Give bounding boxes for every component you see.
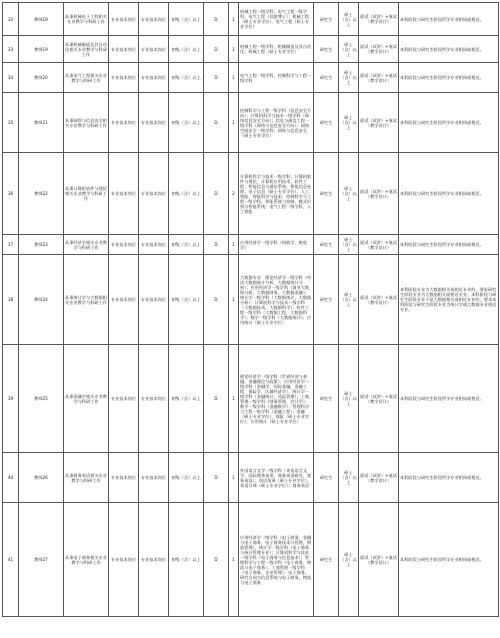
row-number-cell: 36: [3, 153, 19, 235]
remarks-cell: 本科阶段与研究生阶段所学专业相同或相近。: [399, 36, 499, 63]
hire-count-cell: 1: [229, 453, 239, 503]
major-requirement-cell: 计算机科学与技术一级学科；计算机软件与理论，计算机应用技术，软件工程；智能信息与通信系统，智能信息处理；电子信息（硕士专业学位）；人工智能，智能科学与技术；控制科学与工程一级学科，智能系统与控制，模式识别与智能系统；电气工程一级学科，人工智能: [239, 153, 314, 235]
degree-cell: 硕士（含）以上: [339, 453, 359, 503]
exam-method-cell: 面试（试讲）+笔试（教学设计）: [359, 503, 399, 617]
recruitment-table: [2, 2, 499, 617]
row-number-cell: 40: [3, 453, 19, 503]
hire-count-cell: 1: [229, 235, 239, 255]
post-code-cell: 教师24: [19, 255, 64, 345]
education-cell: 研究生: [314, 235, 339, 255]
exam-method-cell: 面试（试讲）+笔试（教学设计）: [359, 3, 399, 36]
major-requirement-cell: 应用经济学一级学科（财政学，税收学）: [239, 235, 314, 255]
post-description-cell: 从事机械电子工程相关专业教学与科研工作: [64, 3, 109, 36]
post-type-cell: D: [204, 93, 229, 153]
table-row: [3, 235, 499, 255]
post-category-cell: 专业技术岗位: [109, 255, 139, 345]
remarks-cell: 本科阶段专业为大数据相关或相近专业的，要求研究生阶段专业为大数据相关或相近专业；本科阶段与研究生阶段专业不是大数据相关或相近专业的，要求本科阶段与研究生阶段专业为统计学或大数据专业相近专业。: [399, 255, 499, 345]
education-cell: 研究生: [314, 453, 339, 503]
exam-method-cell: 面试（试讲）+笔试（教学设计）: [359, 36, 399, 63]
remarks-cell: 本科阶段与研究生阶段所学专业相同或相近。: [399, 153, 499, 235]
post-level-cell: 专业技术岗位: [139, 3, 169, 36]
major-requirement-cell: 控制科学与工程一级学科（信息安全方向）；计算机科学与技术一级学科（网络信息安全方向）；信息与通信工程一级学科（网络与信息安全方向）；网络空间安全一级学科；网络与信息安全（硕士专业学位）: [239, 93, 314, 153]
table-body: [3, 3, 499, 617]
hire-count-cell: 1: [229, 36, 239, 63]
post-description-cell: 从事商务英语相关专业教学与科研工作: [64, 453, 109, 503]
education-cell: 研究生: [314, 36, 339, 63]
post-code-cell: 教师23: [19, 235, 64, 255]
major-requirement-cell: 电气工程一级学科，控制科学与工程一级学科: [239, 63, 314, 93]
exam-method-cell: 面试（试讲）+笔试（教学设计）: [359, 153, 399, 235]
post-level-cell: 专业技术岗位: [139, 503, 169, 617]
table-row: [3, 36, 499, 63]
post-category-cell: 专业技术岗位: [109, 345, 139, 453]
title-requirement-cell: 初级（含）以上: [169, 345, 204, 453]
title-requirement-cell: 初级（含）以上: [169, 3, 204, 36]
post-description-cell: 从事机械制造及其自动化相关专业教学与科研工作: [64, 36, 109, 63]
row-number-cell: 33: [3, 36, 19, 63]
post-description-cell: 从事网络与信息安全相关专业教学与科研工作: [64, 93, 109, 153]
major-requirement-cell: 应用经济学一级学科（电子商务，金融与电子商务，电子商务技术与管理，物流管理），统计学一级学科（电子商务与统计管理专业）；计算机科学与技术一级学科（电子商务与信息技术）；管理科学与工程一级学科（电子商务，物流与电子商务）；工商管理一级学科（电子商务，企业管理）；电子商务，研究方向为信息系统与电子商务，物流与电子商务: [239, 503, 314, 617]
post-code-cell: 教师21: [19, 93, 64, 153]
education-cell: 研究生: [314, 255, 339, 345]
recruitment-table-page: [2, 2, 498, 636]
post-type-cell: D: [204, 36, 229, 63]
post-level-cell: 专业技术岗位: [139, 36, 169, 63]
post-level-cell: 专业技术岗位: [139, 153, 169, 235]
degree-cell: 硕士（含）以上: [339, 255, 359, 345]
row-number-cell: 41: [3, 503, 19, 617]
education-cell: 研究生: [314, 503, 339, 617]
row-number-cell: 34: [3, 63, 19, 93]
table-row: [3, 255, 499, 345]
degree-cell: 硕士（含）以上: [339, 235, 359, 255]
remarks-cell: 本科阶段与研究生阶段所学专业相同或相近。: [399, 503, 499, 617]
exam-method-cell: 面试（试讲）+笔试（教学设计）: [359, 345, 399, 453]
major-requirement-cell: 大数据专业：理论经济学一级学科（经济大数据统计分析，大数据统计分析）；应用经济学一级学科（商业大数据分析，大数据财务，大数据金融）；统计学一级学科（大数据统计，大数据分析）；计算机科学与技术一级学科（大数据技术，大数据科学）；软件工程一级学科（大数据工程，大数据科学）；数学一级学科（大数据统计）；应用统计（硕士专业学位）: [239, 255, 314, 345]
remarks-cell: 本科阶段与研究生阶段所学专业相同或相近。: [399, 345, 499, 453]
post-type-cell: D: [204, 345, 229, 453]
exam-method-cell: 面试（试讲）+笔试（教学设计）: [359, 255, 399, 345]
row-number-cell: 37: [3, 235, 19, 255]
post-code-cell: 教师22: [19, 153, 64, 235]
table-row: [3, 63, 499, 93]
exam-method-cell: 面试（试讲）+笔试（教学设计）: [359, 63, 399, 93]
exam-method-cell: 面试（试讲）+笔试（教学设计）: [359, 235, 399, 255]
remarks-cell: 本科阶段与研究生阶段所学专业相同或相近。: [399, 93, 499, 153]
post-code-cell: 教师26: [19, 453, 64, 503]
post-code-cell: 教师25: [19, 345, 64, 453]
title-requirement-cell: 初级（含）以上: [169, 503, 204, 617]
degree-cell: 硕士（含）以上: [339, 63, 359, 93]
remarks-cell: 本科阶段与研究生阶段所学专业相同或相近。: [399, 3, 499, 36]
remarks-cell: 本科阶段与研究生阶段所学专业相同或相近。: [399, 63, 499, 93]
post-category-cell: 专业技术岗位: [109, 453, 139, 503]
title-requirement-cell: 初级（含）以上: [169, 235, 204, 255]
post-category-cell: 专业技术岗位: [109, 235, 139, 255]
post-category-cell: 专业技术岗位: [109, 93, 139, 153]
education-cell: 研究生: [314, 93, 339, 153]
degree-cell: 硕士（含）以上: [339, 345, 359, 453]
row-number-cell: 32: [3, 3, 19, 36]
post-category-cell: 专业技术岗位: [109, 503, 139, 617]
post-type-cell: D: [204, 3, 229, 36]
hire-count-cell: 2: [229, 153, 239, 235]
post-code-cell: 教师19: [19, 36, 64, 63]
title-requirement-cell: 初级（含）以上: [169, 153, 204, 235]
post-category-cell: 专业技术岗位: [109, 3, 139, 36]
degree-cell: 硕士（含）以上: [339, 36, 359, 63]
post-type-cell: D: [204, 153, 229, 235]
post-description-cell: 从事经济学相关专业教学与科研工作: [64, 235, 109, 255]
degree-cell: 硕士（含）以上: [339, 153, 359, 235]
post-level-cell: 专业技术岗位: [139, 453, 169, 503]
hire-count-cell: 1: [229, 63, 239, 93]
education-cell: 研究生: [314, 345, 339, 453]
education-cell: 研究生: [314, 63, 339, 93]
row-number-cell: 38: [3, 255, 19, 345]
major-requirement-cell: 机械工程一级学科，机械制造及其自动化；机械工程（硕士专业学位）: [239, 36, 314, 63]
degree-cell: 硕士（含）以上: [339, 93, 359, 153]
exam-method-cell: 面试（试讲）+笔试（教学设计）: [359, 93, 399, 153]
post-type-cell: D: [204, 503, 229, 617]
remarks-cell: 本科阶段与研究生阶段所学专业相同或相近。: [399, 453, 499, 503]
title-requirement-cell: 初级（含）以上: [169, 36, 204, 63]
hire-count-cell: 1: [229, 3, 239, 36]
post-level-cell: 专业技术岗位: [139, 63, 169, 93]
table-row: [3, 153, 499, 235]
row-number-cell: 35: [3, 93, 19, 153]
major-requirement-cell: 外国语言文学一级学科（英语语言文学，国际商务英语，商务英语研究，商务英语）；英语笔译（硕士专业学位），英语口译（硕士专业学位）；商务英语: [239, 453, 314, 503]
post-level-cell: 专业技术岗位: [139, 345, 169, 453]
post-level-cell: 专业技术岗位: [139, 255, 169, 345]
post-description-cell: 从事统计学与大数据相关专业教学与科研工作: [64, 255, 109, 345]
hire-count-cell: 1: [229, 255, 239, 345]
degree-cell: 硕士（含）以上: [339, 503, 359, 617]
hire-count-cell: 1: [229, 503, 239, 617]
post-type-cell: D: [204, 255, 229, 345]
post-description-cell: 从事电气工程相关专业教学与科研工作: [64, 63, 109, 93]
hire-count-cell: 1: [229, 345, 239, 453]
post-type-cell: D: [204, 63, 229, 93]
remarks-cell: 本科阶段与研究生阶段所学专业相同或相近。: [399, 235, 499, 255]
post-type-cell: D: [204, 453, 229, 503]
post-code-cell: 教师27: [19, 503, 64, 617]
post-level-cell: 专业技术岗位: [139, 93, 169, 153]
post-code-cell: 教师19: [19, 3, 64, 36]
table-row: [3, 3, 499, 36]
table-row: [3, 503, 499, 617]
post-description-cell: 从事金融学相关专业教学与科研工作: [64, 345, 109, 453]
major-requirement-cell: 机械工程一级学科；电气工程一级学科，电气工程（仅限博士）；机械工程（硕士专业学位），电气工程（硕士专业学位）: [239, 3, 314, 36]
title-requirement-cell: 初级（含）以上: [169, 453, 204, 503]
post-description-cell: 从事电子商务相关专业教学与科研工作: [64, 503, 109, 617]
table-row: [3, 345, 499, 453]
table-row: [3, 453, 499, 503]
post-code-cell: 教师20: [19, 63, 64, 93]
post-category-cell: 专业技术岗位: [109, 153, 139, 235]
degree-cell: 硕士（含）以上: [339, 3, 359, 36]
title-requirement-cell: 初级（含）以上: [169, 63, 204, 93]
table-row: [3, 93, 499, 153]
major-requirement-cell: 理论经济学一级学科（世界经济与金融，金融理论与政策）；应用经济学一级学科（金融学，国际金融，金融工程，保险学，区域经济学）；统计学一级学科（金融统计，风险管理）；工商管理一级学科（财务管理，会计学）；数学一级学科（金融数学）；管理科学与工程一级学科（金融工程）；金融（硕士专业学位），保险（硕士专业学位），应用统计（硕士专业学位）: [239, 345, 314, 453]
exam-method-cell: 面试（试讲）+笔试（教学设计）: [359, 453, 399, 503]
title-requirement-cell: 初级（含）以上: [169, 255, 204, 345]
row-number-cell: 39: [3, 345, 19, 453]
hire-count-cell: 1: [229, 93, 239, 153]
post-category-cell: 专业技术岗位: [109, 63, 139, 93]
post-description-cell: 从事计算机软件与理论相关专业教学与科研工作: [64, 153, 109, 235]
title-requirement-cell: 初级（含）以上: [169, 93, 204, 153]
education-cell: 研究生: [314, 153, 339, 235]
education-cell: 研究生: [314, 3, 339, 36]
post-level-cell: 专业技术岗位: [139, 235, 169, 255]
post-category-cell: 专业技术岗位: [109, 36, 139, 63]
post-type-cell: D: [204, 235, 229, 255]
